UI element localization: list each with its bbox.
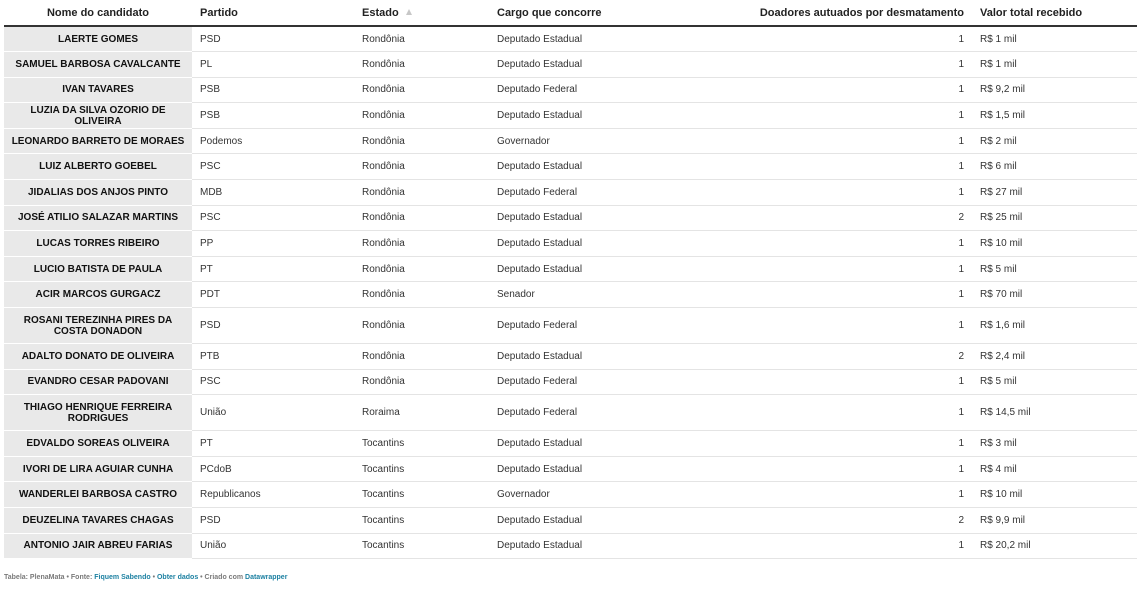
cell-nome: DEUZELINA TAVARES CHAGAS bbox=[4, 508, 192, 534]
cell-estado: Rondônia bbox=[354, 180, 489, 206]
table-row bbox=[4, 431, 1137, 457]
candidates-table bbox=[4, 0, 1137, 559]
cell-doadores: 1 bbox=[690, 533, 972, 559]
cell-partido: PSD bbox=[192, 508, 354, 534]
cell-cargo: Deputado Federal bbox=[489, 395, 690, 431]
cell-valor: R$ 4 mil bbox=[972, 456, 1137, 482]
cell-valor: R$ 2 mil bbox=[972, 128, 1137, 154]
table-row bbox=[4, 231, 1137, 257]
cell-doadores: 1 bbox=[690, 103, 972, 129]
cell-valor: R$ 6 mil bbox=[972, 154, 1137, 180]
cell-nome: IVORI DE LIRA AGUIAR CUNHA bbox=[4, 456, 192, 482]
cell-valor: R$ 2,4 mil bbox=[972, 344, 1137, 370]
cell-cargo: Governador bbox=[489, 482, 690, 508]
cell-doadores: 1 bbox=[690, 154, 972, 180]
table-row bbox=[4, 256, 1137, 282]
cell-partido: PL bbox=[192, 52, 354, 78]
header-valor[interactable]: Valor total recebido bbox=[972, 0, 1137, 26]
cell-valor: R$ 10 mil bbox=[972, 231, 1137, 257]
cell-estado: Tocantins bbox=[354, 482, 489, 508]
sort-ascending-icon bbox=[406, 9, 412, 15]
cell-doadores: 1 bbox=[690, 456, 972, 482]
cell-cargo: Deputado Federal bbox=[489, 308, 690, 344]
cell-partido: PT bbox=[192, 256, 354, 282]
cell-valor: R$ 70 mil bbox=[972, 282, 1137, 308]
header-doadores[interactable]: Doadores autuados por desmatamento bbox=[690, 0, 972, 26]
cell-cargo: Deputado Estadual bbox=[489, 533, 690, 559]
table-row bbox=[4, 282, 1137, 308]
cell-nome: LUZIA DA SILVA OZORIO DE OLIVEIRA bbox=[4, 103, 192, 129]
cell-estado: Tocantins bbox=[354, 533, 489, 559]
cell-nome: EDVALDO SOREAS OLIVEIRA bbox=[4, 431, 192, 457]
cell-estado: Rondônia bbox=[354, 52, 489, 78]
cell-valor: R$ 1 mil bbox=[972, 52, 1137, 78]
cell-partido: PCdoB bbox=[192, 456, 354, 482]
table-row bbox=[4, 180, 1137, 206]
cell-nome: ACIR MARCOS GURGACZ bbox=[4, 282, 192, 308]
footer-separator: • bbox=[150, 574, 157, 581]
cell-doadores: 1 bbox=[690, 395, 972, 431]
header-cargo[interactable]: Cargo que concorre bbox=[489, 0, 690, 26]
cell-partido: MDB bbox=[192, 180, 354, 206]
cell-partido: PSD bbox=[192, 26, 354, 52]
cell-valor: R$ 1,5 mil bbox=[972, 103, 1137, 129]
cell-cargo: Deputado Estadual bbox=[489, 154, 690, 180]
cell-cargo: Deputado Estadual bbox=[489, 508, 690, 534]
cell-cargo: Deputado Federal bbox=[489, 369, 690, 395]
cell-estado: Rondônia bbox=[354, 103, 489, 129]
cell-nome: IVAN TAVARES bbox=[4, 77, 192, 103]
cell-cargo: Deputado Estadual bbox=[489, 256, 690, 282]
cell-valor: R$ 9,9 mil bbox=[972, 508, 1137, 534]
table-row bbox=[4, 482, 1137, 508]
cell-doadores: 2 bbox=[690, 508, 972, 534]
cell-valor: R$ 3 mil bbox=[972, 431, 1137, 457]
cell-cargo: Deputado Estadual bbox=[489, 431, 690, 457]
cell-doadores: 1 bbox=[690, 77, 972, 103]
table-row bbox=[4, 103, 1137, 129]
source-link[interactable]: Fiquem Sabendo bbox=[94, 574, 151, 581]
datawrapper-link[interactable]: Datawrapper bbox=[245, 574, 288, 581]
cell-nome: LUCIO BATISTA DE PAULA bbox=[4, 256, 192, 282]
cell-estado: Tocantins bbox=[354, 508, 489, 534]
cell-nome: THIAGO HENRIQUE FERREIRA RODRIGUES bbox=[4, 395, 192, 431]
cell-valor: R$ 20,2 mil bbox=[972, 533, 1137, 559]
cell-nome: LEONARDO BARRETO DE MORAES bbox=[4, 128, 192, 154]
header-estado[interactable]: Estado bbox=[354, 0, 489, 26]
get-data-link[interactable]: Obter dados bbox=[156, 574, 199, 581]
cell-partido: PTB bbox=[192, 344, 354, 370]
cell-valor: R$ 27 mil bbox=[972, 180, 1137, 206]
cell-cargo: Senador bbox=[489, 282, 690, 308]
cell-partido: PT bbox=[192, 431, 354, 457]
cell-partido: PSC bbox=[192, 369, 354, 395]
cell-doadores: 1 bbox=[690, 231, 972, 257]
cell-partido: Republicanos bbox=[192, 482, 354, 508]
table-row bbox=[4, 508, 1137, 534]
cell-estado: Rondônia bbox=[354, 308, 489, 344]
cell-estado: Rondônia bbox=[354, 77, 489, 103]
cell-partido: PSC bbox=[192, 154, 354, 180]
cell-nome: ROSANI TEREZINHA PIRES DA COSTA DONADON bbox=[4, 308, 192, 344]
cell-nome: LAERTE GOMES bbox=[4, 26, 192, 52]
cell-partido: PP bbox=[192, 231, 354, 257]
cell-valor: R$ 1,6 mil bbox=[972, 308, 1137, 344]
cell-partido: PSB bbox=[192, 77, 354, 103]
table-row bbox=[4, 533, 1137, 559]
header-partido[interactable]: Partido bbox=[192, 0, 354, 26]
cell-estado: Rondônia bbox=[354, 256, 489, 282]
cell-cargo: Deputado Federal bbox=[489, 77, 690, 103]
cell-cargo: Deputado Estadual bbox=[489, 205, 690, 231]
cell-estado: Rondônia bbox=[354, 205, 489, 231]
table-row bbox=[4, 52, 1137, 78]
cell-estado: Rondônia bbox=[354, 344, 489, 370]
cell-valor: R$ 14,5 mil bbox=[972, 395, 1137, 431]
table-row bbox=[4, 128, 1137, 154]
cell-nome: JIDALIAS DOS ANJOS PINTO bbox=[4, 180, 192, 206]
cell-cargo: Deputado Estadual bbox=[489, 344, 690, 370]
table-footer bbox=[4, 574, 287, 581]
cell-estado: Tocantins bbox=[354, 456, 489, 482]
cell-doadores: 2 bbox=[690, 344, 972, 370]
cell-estado: Rondônia bbox=[354, 369, 489, 395]
table-row bbox=[4, 456, 1137, 482]
table-row bbox=[4, 369, 1137, 395]
table-row bbox=[4, 395, 1137, 431]
header-nome[interactable]: Nome do candidato bbox=[4, 0, 192, 26]
cell-partido: União bbox=[192, 533, 354, 559]
footer-created-with: • Criado com bbox=[198, 574, 246, 581]
cell-nome: ADALTO DONATO DE OLIVEIRA bbox=[4, 344, 192, 370]
footer-prefix: Tabela: PlenaMata • Fonte: bbox=[4, 574, 95, 581]
cell-doadores: 1 bbox=[690, 26, 972, 52]
cell-valor: R$ 5 mil bbox=[972, 256, 1137, 282]
cell-estado: Rondônia bbox=[354, 26, 489, 52]
table-row bbox=[4, 154, 1137, 180]
cell-estado: Rondônia bbox=[354, 128, 489, 154]
cell-cargo: Deputado Estadual bbox=[489, 26, 690, 52]
cell-doadores: 1 bbox=[690, 52, 972, 78]
cell-doadores: 1 bbox=[690, 128, 972, 154]
table-row bbox=[4, 77, 1137, 103]
cell-estado: Rondônia bbox=[354, 154, 489, 180]
cell-valor: R$ 1 mil bbox=[972, 26, 1137, 52]
cell-cargo: Governador bbox=[489, 128, 690, 154]
cell-valor: R$ 25 mil bbox=[972, 205, 1137, 231]
cell-cargo: Deputado Estadual bbox=[489, 103, 690, 129]
cell-nome: EVANDRO CESAR PADOVANI bbox=[4, 369, 192, 395]
cell-estado: Roraima bbox=[354, 395, 489, 431]
cell-doadores: 1 bbox=[690, 282, 972, 308]
cell-estado: Rondônia bbox=[354, 231, 489, 257]
cell-nome: JOSÉ ATILIO SALAZAR MARTINS bbox=[4, 205, 192, 231]
cell-doadores: 1 bbox=[690, 256, 972, 282]
cell-valor: R$ 9,2 mil bbox=[972, 77, 1137, 103]
cell-valor: R$ 10 mil bbox=[972, 482, 1137, 508]
cell-partido: PSB bbox=[192, 103, 354, 129]
cell-partido: União bbox=[192, 395, 354, 431]
cell-nome: WANDERLEI BARBOSA CASTRO bbox=[4, 482, 192, 508]
table-row bbox=[4, 308, 1137, 344]
table-row bbox=[4, 205, 1137, 231]
cell-valor: R$ 5 mil bbox=[972, 369, 1137, 395]
cell-nome: SAMUEL BARBOSA CAVALCANTE bbox=[4, 52, 192, 78]
cell-cargo: Deputado Estadual bbox=[489, 52, 690, 78]
cell-nome: ANTONIO JAIR ABREU FARIAS bbox=[4, 533, 192, 559]
cell-partido: PSC bbox=[192, 205, 354, 231]
header-row bbox=[4, 0, 1137, 26]
cell-nome: LUCAS TORRES RIBEIRO bbox=[4, 231, 192, 257]
cell-doadores: 1 bbox=[690, 308, 972, 344]
cell-estado: Rondônia bbox=[354, 282, 489, 308]
cell-estado: Tocantins bbox=[354, 431, 489, 457]
cell-doadores: 1 bbox=[690, 431, 972, 457]
table-row bbox=[4, 344, 1137, 370]
cell-partido: PDT bbox=[192, 282, 354, 308]
table-body bbox=[4, 26, 1137, 559]
table-row bbox=[4, 26, 1137, 52]
cell-partido: Podemos bbox=[192, 128, 354, 154]
cell-cargo: Deputado Estadual bbox=[489, 456, 690, 482]
cell-partido: PSD bbox=[192, 308, 354, 344]
cell-doadores: 2 bbox=[690, 205, 972, 231]
cell-nome: LUIZ ALBERTO GOEBEL bbox=[4, 154, 192, 180]
cell-doadores: 1 bbox=[690, 482, 972, 508]
cell-doadores: 1 bbox=[690, 180, 972, 206]
cell-doadores: 1 bbox=[690, 369, 972, 395]
cell-cargo: Deputado Estadual bbox=[489, 231, 690, 257]
cell-cargo: Deputado Federal bbox=[489, 180, 690, 206]
